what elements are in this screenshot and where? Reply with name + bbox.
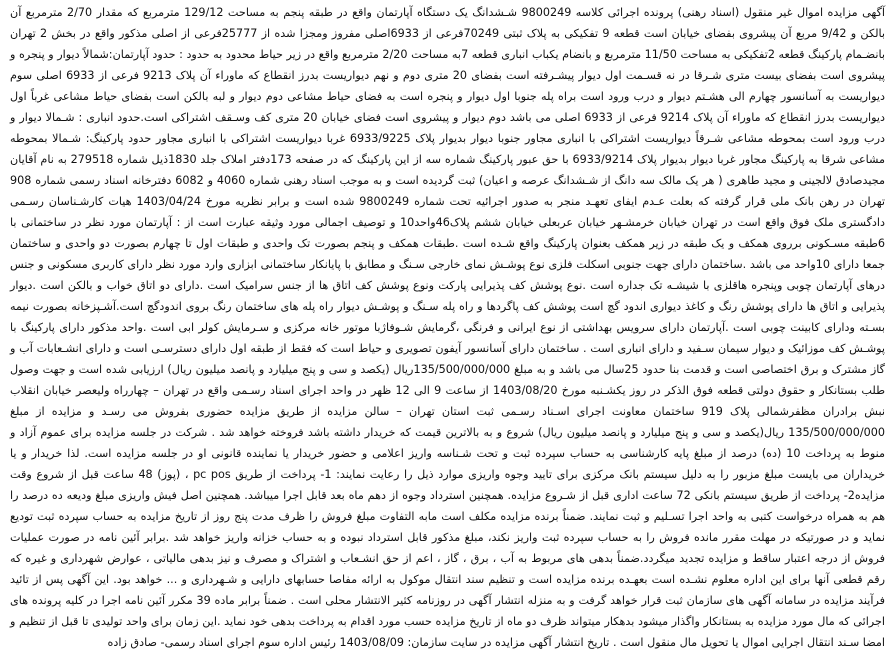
auction-notice-body: آگهی مزایده اموال غیر منقول (اسناد رهنی) پرونده اجرائی کلاسه 9800249 شـشدانگ یک دستگاه آپارتمان واقع در طبقه پنجم به مساحت 129/12 مترمربع که مقدار 2/70 مترمربع آن بالکن و 9/42 مربع آن پیشروی بفضای خیابان است قطعه 9 تفکیکی به پلاک ثبتی 70249فرعی از 6933اصلی مفروز ومجزا شده از 25777فرعی از اصلی مذکور واقع در بخش 2 تهران بانضـمام پارکینگ قطعه 2تفکیکی به مساحت 11/50 مترمربع و بانضام یکباب انباری قطعه 7به مساحت 2/20 مترمربع واقع در زیر حیاط محدود به حدود : حدود آپارتمان:شمالاً دیوار و پنجره و پیشروی است بفضای بیست متری شـرقا در نه قسـمت اول دیوار پیشـرفته است بفضای 20 متری دوم و نهم دیواریست بدرز انقطاع که ماوراء آن پلاک 9213 فرعی از 6933 اصلی سوم دیواریست به آسانسور چهارم الی هشـتم دیوار و درب ورود است براه پله جنوبا اول دیوار و پنجره است به فضای حیاط مشاعی دوم دیوار و لبه بالکن است بفضای حیاط مشاعی غرباً اول دیواریست بدرز انقطاع که ماوراء آن پلاک 9214 فرعی از 6933 اصلی می باشد دوم دیوار و پیشروی است فضای خیابان 20 متری کف وسـقف اشتراکی است.حدود انباری : شـمالا دیوار و درب ورود است بمحوطه مشاعی شـرقاً دیواریست اشتراکی با انباری مجاور جنوبا دیوار بدیوار پلاک 6933/9225 غربا دیواریست اشتراکی با انباری مجاور حدود پارکینگ: شـمالا بمحوطه مشاعی شرقا به پارکینگ مجاور غربا دیوار بدیوار پلاک 6933/9214 با حق عبور پارکینگ شماره سه از این پارکینگ که در صفحه 173دفتر املاک جلد 1830ذیل شماره 279518 به نام آقایان مجیدصادق لالجینی و مجید طاهری ( هر یک مالک سه دانگ از شـشدانگ عرصه و اعیان) ثبت گردیده است و به موجب اسناد رهنی شماره 4060 و 6082 دفترخانه اسناد رسمی شماره 908 تهران در رهن بانک ملی قرار گرفته که بعلت عـدم ایفای تعهـد منجر به صدور اجرائیه تحت شماره 9800249 شده است و برابر نظریه مورخ 1403/04/24 هیات کارشـناسان رسـمی دادگستری ملک فوق واقع است در تهران خیابان خرمشـهر خیابان عربعلی خیابان ششم پلاک46واحد10 و توصیف اجمالی مورد وثیقه عبارت است از : آپارتمان مورد نظر در ساختمانی با 6طبقه مسـکونی برروی همکف و یک طبقه در زیر همکف بعنوان پارکینگ واقع شـده است .طبقات همکف و پنجم بصورت تک واحدی و طبقات اول تا چهارم بصورت دو واحدی و ساختمان جمعا دارای 10واحد می باشد .ساختمان دارای جهت جنوبی اسکلت فلزی نوع پوشـش نمای خارجی سـنگ و مطابق با پایانکار ساختمانی ابزاری وارد مورد نظر دارای کاربری مسکونی و جنس درهای آپارتمان چوبی وپنجره هاقلزی با شیشـه تک جداره است .نوع پوشش کف پذیرایی پارکت ونوع پوشش کف اتاق ها از جنس سرامیک است .دارای دو اتاق خواب و بالکن است .دیوار پذیرایی و اتاق ها دارای پوشش رنگ و کاغذ دیواری اندود گچ است پوشش کف پاگردها و راه پله سـنگ و پوشـش دیوار راه پله های ساختمان رنگ بروی اندودگچ است.آشـپزخانه بصورت نیمه بسـته ودارای کابینت چوبی است .آپارتمان دارای سرویس بهداشتی از نوع ایرانی و فرنگی ،گرمایش شـوفاژبا موتور خانه مرکزی و سـرمایش کولر ابی است .واحد مذکور دارای پارکینگ با پوشـش کف موزائیک و دیوار سیمان سـفید و دارای انباری است . ساختمان دارای آسانسور آیفون تصویری و حیاط است که فقط از طبقه اول دارای دسترسـی است و دارای انشـعابات آب و گاز مشترک و برق اختصاصی است و قدمت بنا حدود 25سال می باشد و به مبلغ 135/500/000/000ریال (یکصد و سی و پنج میلیارد و پانصد میلیون ریال) ارزیابی شده است و جهت وصول طلب بستانکار و حقوق دولتی قطعه فوق الذکر در روز یکشـنبه مورخ 1403/08/20 از ساعت 9 الی 12 ظهر در واحد اجرای اسناد رسـمی واقع در تهران – چهارراه ولیعصر خیابان انقلاب نبش برادران مظفرشمالی پلاک 919 ساختمان معاونت اجرای اسـناد رسـمی ثبت استان تهران – سالن مزایده از طریق مزایده حضوری بفروش می رسـد و مزایده از مبلغ 135/500/000/000 ریال(یکصد و سی و پنج میلیارد و پانصد میلیون ریال) شروع و به بالاترین قیمت که خریدار داشته باشد فروخته خواهد شد . شرکت در جلسه مزایده برای عموم آزاد و منوط به پرداخت 10 (ده) درصد از مبلغ پایه کارشناسی به حساب سپرده ثبت و تحت شـناسه واریز اعلامی و حضور خریدار یا نماینده قانونی او در جلسه مزایده است. لذا خریدار و یا خریداران می بایست مبلغ مزبور را به دلیل سیستم بانک مرکزی برای تایید وجوه واریزی موارد ذیل را رعایت نمایند: 1- پرداخت از طریق pc pos ، (پوز) 48 ساعت قبل از شروع وقت مزایده2- پرداخت از طریق سیستم بانکی 72 ساعت اداری قبل از شـروع مزایده. همچنین استرداد وجوه از دهم ماه بعد قابل اجرا میباشد. همچنین اصل فیش واریزی مبلغ ودیعه ده درصد را هم به همراه درخواست کتبی به واحد اجرا تسـلیم و ثبت نمایند. ضمناً برنده مزایده مکلف است مابه التفاوت مبلغ فروش را ظرف مدت پنج روز از تاریخ مزایده به حساب سپرده ثبت تودیع نماید و در صورتیکه در مهلت مقرر مانده فروش را به حساب سپرده ثبت واریز نکند، مبلغ مذکور قابل استرداد نبوده و به حساب خزانه واریز خواهد شد .برابر آئین نامه در صورت عملیات فروش از درجه اعتبار ساقط و مزایده تجدید میگردد.ضمناً بدهی های مربوط به آب ، برق ، گاز ، اعم از حق انشـعاب و اشتراک و مصرف و نیز بدهی مالیاتی ، عوارض شهرداری و غیره که رقم قطعی آنها برای این اداره معلوم نشـده است بعهـده برنده مزایده است و تنظیم سند انتقال موکول به ارائه مفاصا حسابهای دارایی و شـهرداری و ... خواهد بود. این آگهی پس از تائید فرآیند مزایده در سامانه آگهی های سازمان ثبت قرار خواهد گرفت و به منزله انتشار آگهی در روزنامه کثیر الانتشار محلی است . ضمناً برابر ماده 39 مکرر آئین نامه اجرا در کلیه پرونده های اجرائی که مال مورد مزایده به بستانکار واگذار میشود بدهکار میتواند ظرف دو ماه از تاریخ مزایده حسب مورد اقدام به پرداخت بدهی خود نماید .این زمان برای واحد تولیدی تا قبل از تنظیم و امضا سـند انتقال اجرایی اموال یا تحویل مال منقول است . تاریخ انتشار آگهی مزایده در سایت سازمان: 1403/08/09 رئیس اداره سوم اجرای اسناد رسمی- صادق زاده	[10, 6, 886, 649]
